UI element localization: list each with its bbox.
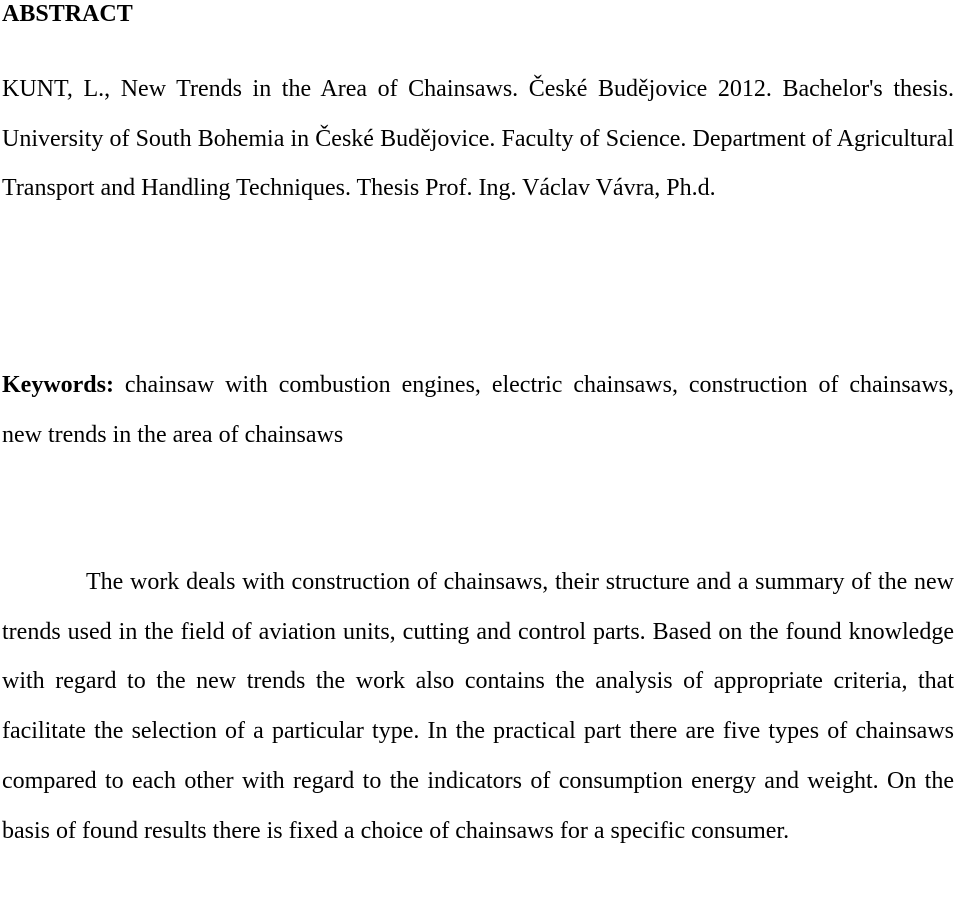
thesis-citation: KUNT, L., New Trends in the Area of Chainsaws. České Budějovice 2012. Bachelor's thesis. University of South Bohemia in České Budějovice. Faculty of Science. Department of Agricultural Transport and Handling Techniques. Thesis Prof. Ing. Václav Vávra, Ph.d. — [2, 76, 954, 201]
keywords-text: chainsaw with combustion engines, electric chainsaws, construction of chainsaws, new trends in the area of chainsaws — [2, 372, 954, 448]
abstract-heading: ABSTRACT — [2, 1, 133, 27]
keywords-paragraph — [2, 361, 954, 460]
abstract-body: The work deals with construction of chainsaws, their structure and a summary of the new trends used in the field of aviation units, cutting and control parts. Based on the found knowledge with regard to the new trends the work also contains the analysis of appropriate criteria, that facilitate the selection of a particular type. In the practical part there are five types of chainsaws compared to each other with regard to the indicators of consumption energy and weight. On the basis of found results there is fixed a choice of chainsaws for a specific consumer. — [2, 569, 954, 844]
keywords-label: Keywords: — [2, 372, 114, 398]
